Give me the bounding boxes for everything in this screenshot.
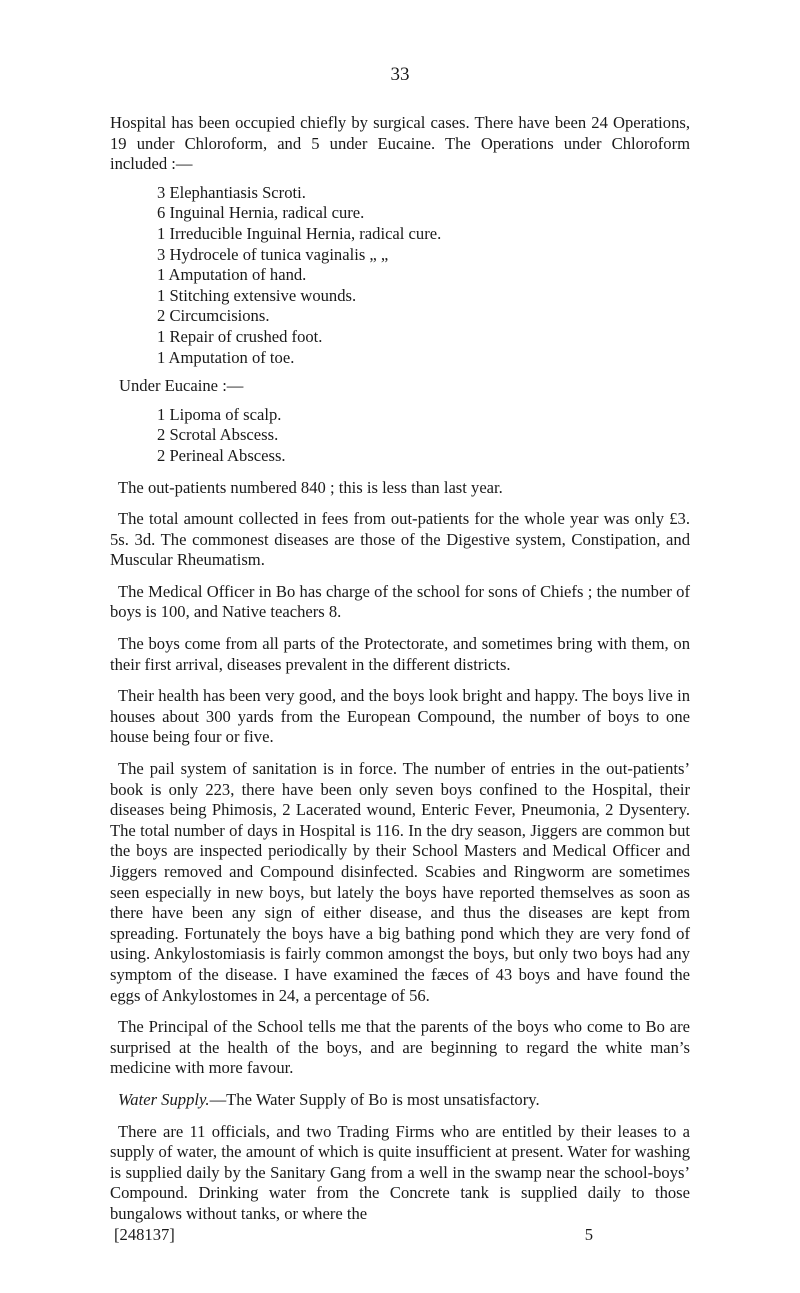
list-item: 1 Lipoma of scalp. bbox=[157, 404, 282, 424]
list-item: 1 Repair of crushed foot. bbox=[157, 326, 323, 346]
out-patients-paragraph: The out-patients numbered 840 ; this is less than last year. bbox=[118, 477, 503, 497]
principal-paragraph: The Principal of the School tells me that the parents of the boys who come to Bo are surprised at the health of the boys, and are beginning to regard the white man’s medicine with more favour. bbox=[110, 1017, 690, 1078]
intro-paragraph: Hospital has been occupied chiefly by surgical cases. There have been 24 Operations, 19 under Chloroform, and 5 under Eucaine. The Operations under Chloroform included :— bbox=[110, 113, 690, 174]
water-supply-text: —The Water Supply of Bo is most unsatisfactory. bbox=[209, 1089, 540, 1109]
eucaine-operations-list bbox=[110, 405, 690, 467]
print-code: [248137] bbox=[114, 1224, 175, 1244]
health-paragraph: Their health has been very good, and the boys look bright and happy. The boys live in houses about 300 yards from the European Compound, the number of boys to one house being four or five. bbox=[110, 686, 690, 747]
page-footer bbox=[110, 1225, 690, 1246]
page-number: 33 bbox=[390, 64, 410, 85]
list-item: 3 Hydrocele of tunica vaginalis „ „ bbox=[157, 244, 389, 264]
signature-mark: 5 bbox=[584, 1224, 593, 1244]
list-item: 1 Irreducible Inguinal Hernia, radical cure. bbox=[157, 223, 442, 243]
officials-paragraph: There are 11 officials, and two Trading Firms who are entitled by their leases to a supply of water, the amount of which is quite insufficient at present. Water for washing is supplied daily by the Sanitary Gang from a well in the swamp near the school-boys’ Compound. Drinking water from the Concrete tank is supplied daily to those bungalows without tanks, or where the bbox=[110, 1121, 690, 1223]
list-item: 2 Circumcisions. bbox=[157, 306, 270, 326]
water-supply-heading: Water Supply. bbox=[118, 1089, 210, 1109]
list-item: 6 Inguinal Hernia, radical cure. bbox=[157, 203, 365, 223]
body-text bbox=[110, 113, 690, 1245]
list-item: 1 Amputation of toe. bbox=[157, 347, 295, 367]
school-paragraph: The Medical Officer in Bo has charge of the school for sons of Chiefs ; the number of boys is 100, and Native teachers 8. bbox=[110, 581, 690, 622]
list-item: 2 Scrotal Abscess. bbox=[157, 425, 279, 445]
protectorate-paragraph: The boys come from all parts of the Protectorate, and sometimes bring with them, on their first arrival, diseases prevalent in the different districts. bbox=[110, 634, 690, 674]
chloroform-operations-list bbox=[110, 183, 690, 368]
list-item: 1 Amputation of hand. bbox=[157, 265, 307, 285]
sanitation-paragraph: The pail system of sanitation is in force. The number of entries in the out-patients’ book is only 223, there have been only seven boys confined to the Hospital, their diseases being Phimosis, 2 Lacerated wound, Enteric Fever, Pneumonia, 2 Dysentery. The total number of days in Hospital is 116. In the dry season, Jiggers are common but the boys are inspected periodically by their School Masters and Medical Officer and Jiggers removed and Compound disinfected. Scabies and Ringworm are sometimes seen especially in new boys, but lately the boys have reported themselves as soon as there have been any sign of either disease, and thus the diseases are kept from spreading. Fortunately the boys have a big bathing pond which they are very fond of using. Ankylostomiasis is fairly common amongst the boys, but only two boys had any symptom of the disease. I have examined the fæces of 43 boys and have found the eggs of Ankylostomes in 24, a percentage of 56. bbox=[110, 759, 690, 1005]
list-item: 1 Stitching extensive wounds. bbox=[157, 285, 357, 305]
eucaine-heading: Under Eucaine :— bbox=[119, 376, 244, 396]
fees-paragraph: The total amount collected in fees from out-patients for the whole year was only £3. 5s. 3d. The commonest diseases are those of the Digestive system, Constipation, and Muscular Rheumatism. bbox=[110, 509, 690, 570]
water-supply-paragraph bbox=[110, 1090, 690, 1111]
list-item: 3 Elephantiasis Scroti. bbox=[157, 182, 306, 202]
list-item: 2 Perineal Abscess. bbox=[157, 445, 286, 465]
